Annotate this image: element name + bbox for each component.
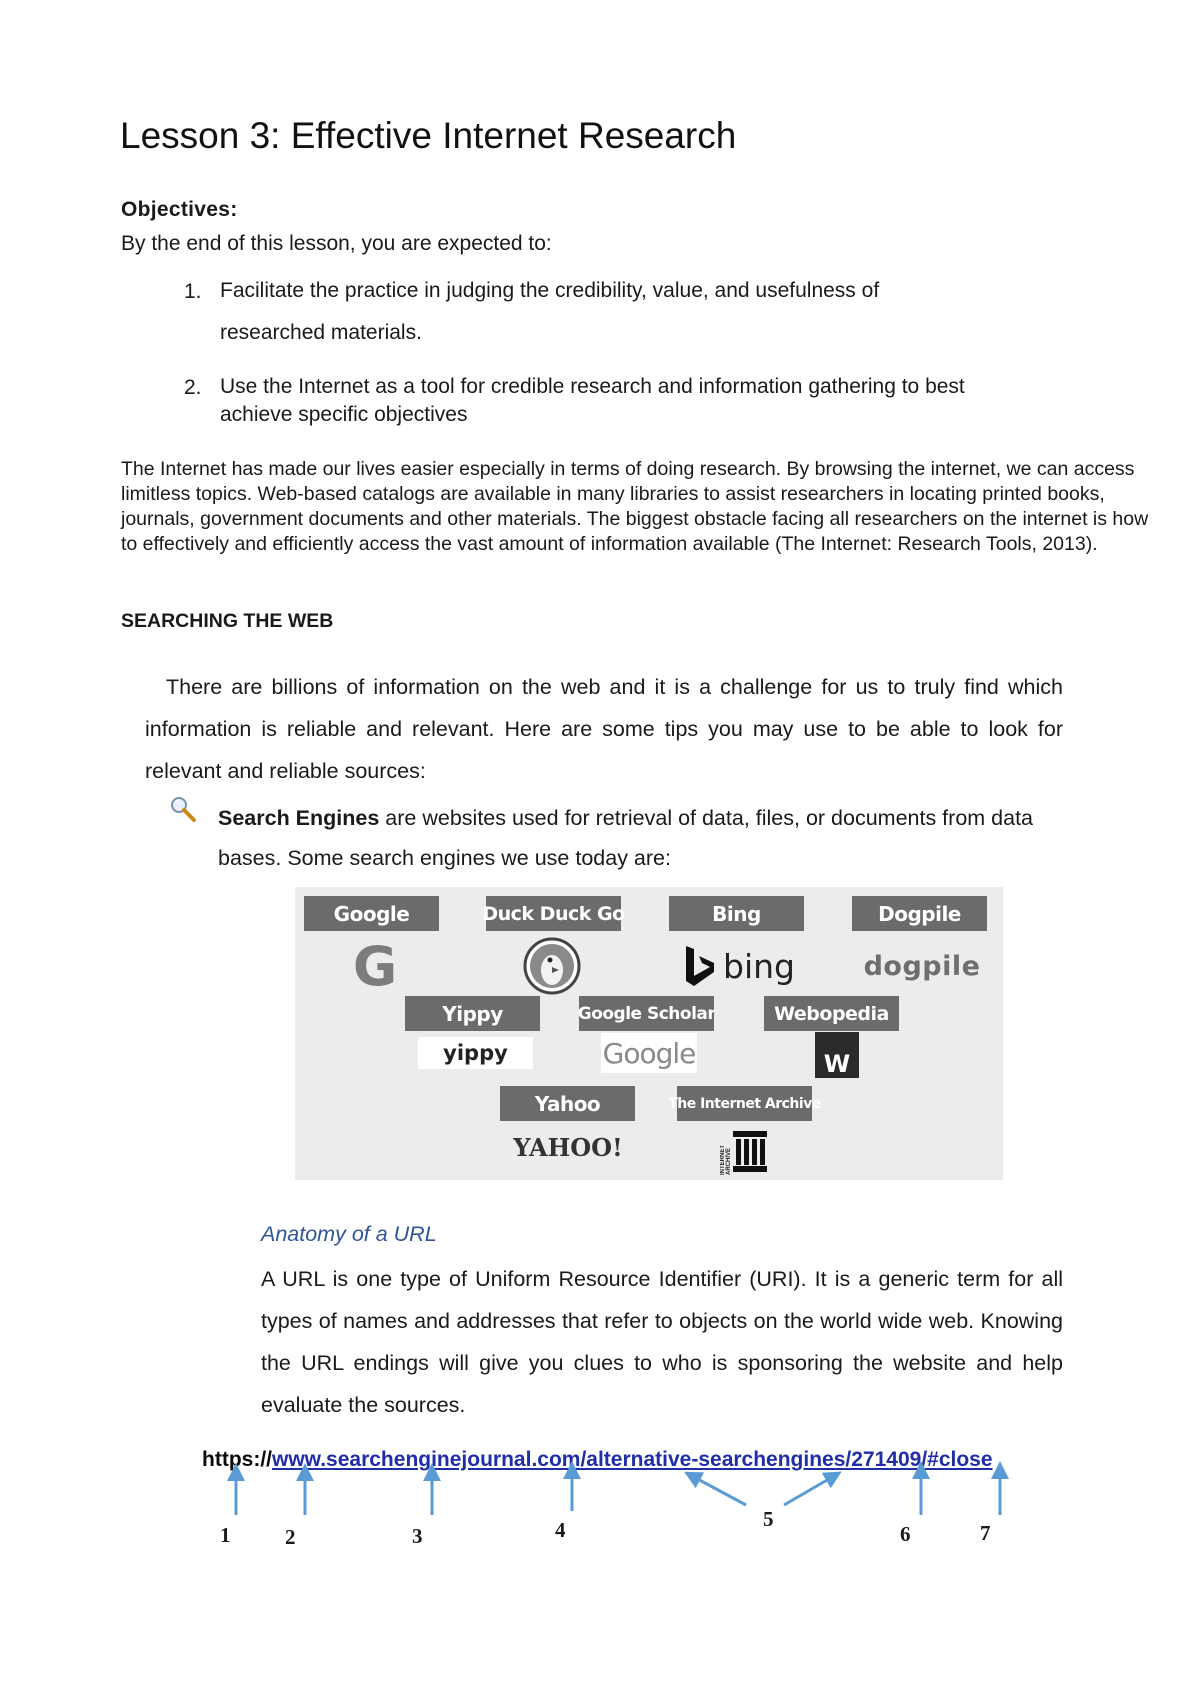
- url-anatomy-heading: Anatomy of a URL: [261, 1222, 437, 1246]
- engine-tag-yippy: Yippy: [405, 996, 540, 1031]
- google-logo: G: [352, 934, 398, 998]
- engine-tag-google: Google: [304, 896, 439, 931]
- url-anatomy-paragraph: A URL is one type of Uniform Resource Identifier (URI). It is a generic term for all types of names and addresses that refer to objects on the world wide web. Knowing the URL endings will give you clues to who is sponsoring the website and help evaluate the sources.: [261, 1267, 1063, 1417]
- engine-tag-bing: Bing: [669, 896, 804, 931]
- engine-tag-dogpile: Dogpile: [852, 896, 987, 931]
- engine-tag-yahoo: Yahoo: [500, 1086, 635, 1121]
- yahoo-logo: YAHOO!: [513, 1132, 623, 1162]
- search-paragraph-text: There are billions of information on the web and it is a challenge for us to truly find which information is reliable and relevant. Here are some tips you may use to be able to look for relevant and reliable sources:: [145, 675, 1063, 783]
- objectives-intro: By the end of this lesson, you are expected to:: [121, 232, 552, 255]
- objective-number: 2.: [184, 376, 202, 399]
- dogpile-logo: dogpile: [863, 950, 981, 982]
- search-engines-term: Search Engines: [218, 806, 380, 830]
- url-protocol: https://: [202, 1448, 272, 1471]
- section-heading: SEARCHING THE WEB: [121, 610, 334, 632]
- bing-logo-text: bing: [723, 946, 795, 986]
- objective-text: Facilitate the practice in judging the credibility, value, and usefulness of: [220, 279, 880, 302]
- engine-tag-google-scholar: Google Scholar: [579, 996, 714, 1031]
- google-scholar-logo: Google: [601, 1033, 697, 1073]
- objective-text: Use the Internet as a tool for credible research and information gathering to best: [220, 375, 965, 398]
- engine-tag-internet-archive: The Internet Archive: [677, 1086, 812, 1121]
- objective-number: 1.: [184, 280, 202, 303]
- internet-archive-logo-text: INTERNET ARCHIVE: [720, 1145, 732, 1175]
- arrow-5a: [692, 1476, 746, 1505]
- url-part-label-3: 3: [412, 1524, 423, 1548]
- url-part-label-6: 6: [900, 1522, 911, 1546]
- objectives-label: Objectives:: [121, 198, 238, 221]
- url-link[interactable]: www.searchenginejournal.com/alternative-searchengines/271409/#close: [271, 1448, 993, 1471]
- engine-tag-webopedia: Webopedia: [764, 996, 899, 1031]
- search-engines-description: are websites used for retrieval of data, files, or documents from data bases. Some search engines we use today are:: [218, 806, 1033, 870]
- url-part-label-2: 2: [285, 1525, 296, 1549]
- intro-paragraph: The Internet has made our lives easier especially in terms of doing research. By browsing the internet, we can access limitless topics. Web-based catalogs are available in many libraries to assist researchers in locating printed books, journals, government documents and other materials. The biggest obstacle facing all researchers on the internet is how to effectively and efficiently access the vast amount of information available (The Internet: Research Tools, 2013).: [121, 458, 1149, 555]
- url-part-label-4: 4: [555, 1518, 566, 1542]
- url-part-label-5: 5: [763, 1507, 774, 1531]
- objective-text: achieve specific objectives: [220, 403, 468, 426]
- url-part-label-1: 1: [220, 1523, 231, 1547]
- url-part-label-7: 7: [980, 1521, 991, 1545]
- yippy-logo: yippy: [418, 1037, 533, 1069]
- page-title: Lesson 3: Effective Internet Research: [120, 115, 737, 156]
- objective-text: researched materials.: [220, 321, 422, 344]
- arrow-5b: [784, 1476, 834, 1505]
- webopedia-logo: W: [815, 1032, 859, 1078]
- engine-tag-duckduckgo: Duck Duck Go: [486, 896, 621, 931]
